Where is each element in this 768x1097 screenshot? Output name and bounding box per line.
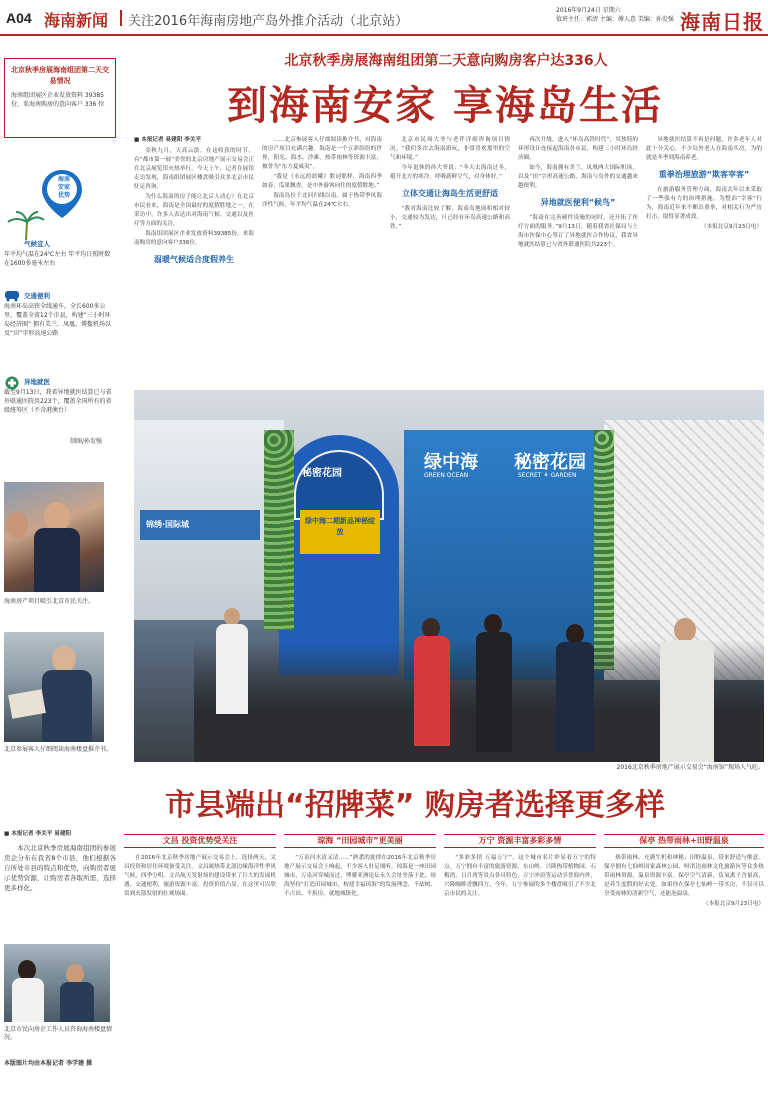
booth-slogan: 绿中海二期新品神秘绽放 [300,510,380,554]
col4-p3: “海南在完善硬件设施的同时，还开拓了医疗方面的服务。”9月13日，随着我省社保局与上海市医保中心签订了异地就医合作协议，我省异地就医结算已与省外联通医院共223个。 [518,215,638,248]
stats-box [4,58,116,138]
section2-photo-caption: 北京市民向房企工作人员咨询海南楼盘情况。 [4,1026,113,1041]
advantage-transport [4,290,116,338]
baoting-heading: 保亭 热带雨林+田野温泉 [604,834,764,848]
date-info [556,6,676,24]
subhead-medical: 异地就医便利“候鸟” [540,198,616,207]
graphic-credit: 制图/孙发强 [70,438,103,445]
subhead-climate: 温暖气候适合度假养生 [154,255,234,264]
article-kicker: 北京秋季房展海南组团第二天意向购房客户达336人 [284,53,608,69]
climate-body: 年平均气温在24℃左右 年平均日照时数在1600多毫米左右 [4,251,111,267]
article-byline: ■ 本报记者 易建阳 李关平 [134,137,202,143]
qionghai-text: “万泉河水清又清……”熟悉的旋律在2016年北京秋季房地产展示交易会上响起，不少客人驻足细听。琼海是一座田园城市，万泉河穿城而过，博鳌亚洲论坛永久会址坐落于此。琼海坚持“打造田园城市，构建幸福琼海”的发展理念，不砍树、不占田、不拆房，就地城镇化。 [284,855,436,897]
baoting-text: 热带雨林、充满生机和神秘；田野温泉，带来舒适与惬意。保亭拥有七仙岭国家森林公园、呀诺达雨林文化旅游区等众多热带雨林资源，温泉资源丰富。保亭空气清新，负氧离子含量高，是养生度假的好去处。如果你在保亭七仙岭一带买房，不仅可以享受雨林的清新空气，还能泡温泉。 [604,855,764,897]
col5-p2: 在旅游服务管理方面，海南去年以来采取了一些强有力的治理措施。为整治“宰客”行为，海南近年来不断出重拳，对相关行为严厉打击，取得显著成效。 [646,187,762,220]
subhead-tourism: 重拳治理旅游“欺客宰客” [658,170,750,179]
medical-heading: 异地就医 [24,378,50,386]
booth-sign-green-ocean: 绿中海 [424,452,478,473]
page-topic: 关注2016年海南房地产岛外推介活动（北京站） [128,14,409,29]
section2-photo [4,944,110,1022]
section2-intro: 本次北京秋季房展海南组团的参展房企分布在我省8个市县，他们根据各自所处市县的特点和优势，向购房者展示优势资源，让购房者各取所需，选择更多样化。 [4,844,116,892]
advantage-climate [4,238,116,268]
baoting-dateline: （本报北京9月23日电） [702,901,764,907]
wanning-text: “多彩多情 万福万宁”，这个城市名片彰显着万宁的特点。万宁拥有丰富的旅游资源，东山岭、兴隆热带植物园、石梅湾、日月湾等景点各具特色。万宁冲浪等运动享誉海内外，兴隆咖啡香飘四方。今年，万宁参展的多个楼盘吸引了不少北京市民的关注。 [444,855,596,897]
newspaper-logo: 海南日报 [680,10,764,34]
section2-intro-block [4,830,116,894]
article-column-1 [134,136,254,384]
section2-column-wanning [444,834,596,1094]
qionghai-body [284,854,436,1094]
col4-p1: 再次升级，进入“环岛高铁时代”，其独特的环形设计连接起海南各市县，构建三小时环岛经济圈。 [518,137,638,161]
wenchang-text: 在2016年北京秋季房地产展示交易会上，选择两天，文昌投资和居住环境备受关注。文昌属热带北部边缘海洋性季风气候，四季分明。文昌航天发射场的建设带来了巨大的发展机遇，交通便利，旅游资源丰富，投资价值凸显。在这里可以欣赏到火箭发射的壮观场面。 [124,855,276,897]
palm-tree-icon [6,210,46,240]
col1-p2: 为什么海南的房子能让北京人动心？在北京市民看来，海南是全国最好的度假胜地之一。在采访中，许多人表达出对海南气候、交通以及医疗等方面的关注。 [134,194,254,227]
col4-p2: 如今，海南拥有美兰、凤凰两大国际机场，以及“田”字形高速公路，海南与岛外的交通越来越便利。 [518,165,638,189]
section2-column-wenchang [124,834,276,1094]
left-photo-2-caption: 北京参展客人仔细阅读海南楼盘推介书。 [4,746,113,753]
section-title: 海南新闻 [44,11,109,30]
article-column-2 [262,136,382,384]
col2-p3: 海南岛位于北回归线以南，属于热带季风海洋性气候，年平均气温在24℃左右。 [262,193,382,208]
pin-label: 海南 安家 优势 [57,176,70,199]
section2-byline: ■ 本报记者 李关平 易建阳 [4,831,72,837]
issue-date: 2016年9月24日 星期六 [556,7,621,14]
advantage-medical [4,376,116,415]
article-column-4 [518,136,638,384]
col2-p2: “我是《永远的晨曦》歌词那样，海南四季如春，瓜果飘香，是中外游客向往的度假胜地。” [262,174,382,189]
booth-sign-green-ocean-en: GREEN OCEAN [424,472,469,479]
transport-body: 海南环岛高铁全线通车，全长600多公里，覆盖全省12个市县，构建“三小时环岛经济圈” 拥有美兰、凤凰、博鳌机场以及“田”字形高速公路 [4,303,112,337]
wenchang-heading: 文昌 投资优势受关注 [124,834,276,848]
qionghai-heading: 琼海 “田园城市”更美丽 [284,834,436,848]
subhead-transport: 立体交通让海岛生活更舒适 [402,189,498,198]
article-column-3 [390,136,510,384]
wenchang-body [124,854,276,1094]
main-photo [134,390,764,762]
booth-banner-side: 锦绣·国际城 [140,510,260,540]
section2-photo-credit: 本版图片均由本报记者 李学建 摄 [4,1060,93,1067]
medical-body: 截至9月13日，我省异地就医结算已与省外联通医院共223个，覆盖全国所有的省级统筹区（不含港澳台） [4,389,112,414]
left-photo-2 [4,632,104,742]
page-number: A04 [6,10,32,26]
col3-p1: 北京市民周大爷与老伴详细咨询项目情况。“我们多次去海南游玩，非常喜欢那里的空气和环境。” [390,137,510,161]
stats-box-title: 北京秋季房展海南组团第二天交易情况 [11,66,109,85]
booth-sign-secret-garden-2: 秘密花园 [514,452,586,473]
climate-heading: 气候宜人 [24,240,50,248]
col5-p1: 异地就医结算不再是问题，许多老年人对此十分关心。不少岛外老人在海南买房，为的就是冬季到海南养老。 [646,137,762,161]
wanning-body [444,854,596,1094]
section2-column-baoting [604,834,764,1094]
col1-p3: 海南组团展区企业发放资料39385份，来海南购房的意向客户336位。 [134,231,254,246]
left-photo-1-caption: 海南房产项目吸引北京市民关注。 [4,598,95,605]
transport-heading: 交通便利 [24,292,50,300]
section2-column-qionghai [284,834,436,1094]
col2-p1: ……北京参展客人仔细阅读推介书，对海南的房产项目充满兴趣。海南是一个五彩缤纷的世界，阳光、海水、沙滩、热带雨林等资源丰富，被誉为“东方夏威夷”。 [262,137,382,170]
baoting-body [604,854,764,1094]
article-column-5 [646,136,762,384]
booth-sign-secret-garden-en: SECRET ⚘ GARDEN [518,472,577,479]
col5-dateline: （本报北京9月23日电） [700,224,762,230]
left-photo-1 [4,482,104,592]
col3-p3: “我对海南比较了解，海南岛地面积相对较小，交通较为发达，旦已经有环岛高速公路和高铁。” [390,206,510,230]
col1-p1: 金秋九月，天高云淡。在这收获的时节，有“都市第一展”美誉的北京房地产展示交易会正在北京展览馆火热举行。今天上午，记者在展馆走访发现，海南组团展区楼盘吸引众多北京市民驻足咨询。 [134,148,254,190]
header-divider [120,10,122,26]
wanning-heading: 万宁 资源丰富多彩多情 [444,834,596,848]
editor-credits: 值班主任：郭清 主编：傅人意 美编：孙发强 [556,16,674,23]
main-photo-caption: 2016北京秋季房地产展示交易会“海南馆”现场人气旺。 [616,764,764,771]
col3-p2: 今年退休的孙大爷说：“冬天去海南过冬，避开北方的寒冷，呼吸新鲜空气，对身体好。” [390,165,510,180]
booth-sign-secret-garden-1: 秘密花园 [302,468,342,479]
stats-box-text: 海南组团展区企业发放资料 39385 份，来海南购房的意向客户 336 位 [11,92,105,108]
article-headline: 到海南安家 享海岛生活 [227,83,663,129]
section2-headline: 市县端出“招牌菜” 购房者选择更多样 [165,788,665,823]
